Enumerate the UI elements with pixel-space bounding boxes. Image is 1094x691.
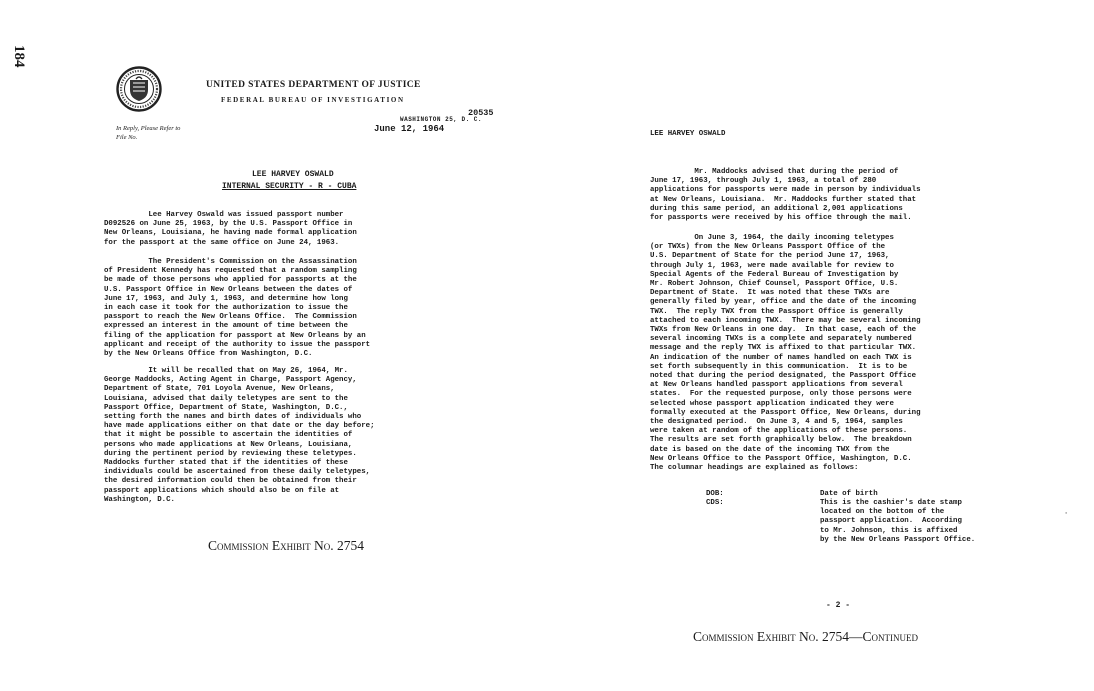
left-paragraph-1: Lee Harvey Oswald was issued passport number D092526 on June 25, 1963, by the U.S. Passport Office in New Orleans, Louisiana, he having made formal application for the passport at the same office on June 24, 1963. [104, 211, 357, 247]
right-caption [693, 629, 918, 645]
fbi-seal-icon [116, 66, 162, 112]
right-caption-text: Commission Exhibit No. 2754—Continued [693, 629, 918, 644]
definition-term-cds: CDS: [706, 499, 724, 507]
definition-desc-cds: This is the cashier's date stamp located on the bottom of the passport application. According to Mr. Johnson, this is affixed by the New Orleans Passport Office. [820, 499, 976, 544]
letter-date: June 12, 1964 [374, 124, 445, 134]
letterhead-department: UNITED STATES DEPARTMENT OF JUSTICE [206, 80, 421, 90]
page-number: 184 [11, 45, 27, 68]
right-paragraph-1: Mr. Maddocks advised that during the period of June 17, 1963, through July 1, 1963, a total of 280 applications for passports were made in person by individuals at New Orleans, Louisiana. Mr. Maddocks further stated that during this same period, an additional 2,001 applications for passports were received by his office through the mail. [650, 168, 921, 223]
document-title: LEE HARVEY OSWALD [252, 170, 334, 179]
reply-note: In Reply, Please Refer to File No. [116, 125, 181, 141]
left-paragraph-3: It will be recalled that on May 26, 1964, Mr. George Maddocks, Acting Agent in Charge, Passport Agency, Department of State, 701 Loyola Avenue, New Orleans, Louisiana, advised that daily teletypes are sent to the Passport Office, Department of State, Washington, D.C., setting forth the names and birth dates of individuals who have made applications either on that date or the day before; that it might be possible to ascertain the identities of persons who made applications at New Orleans, Louisiana, during the pertinent period by reviewing these teletypes. Maddocks further stated that if the identities of these individuals could be ascertained from these daily teletypes, the desired information could then be obtained from their passport applications which should also be on file at Washington, D.C. [104, 367, 375, 504]
right-page-header: LEE HARVEY OSWALD [650, 130, 726, 138]
document-subtitle: INTERNAL SECURITY - R - CUBA [222, 182, 357, 191]
definition-desc-dob: Date of birth [820, 490, 878, 498]
letterhead-bureau: FEDERAL BUREAU OF INVESTIGATION [221, 96, 405, 104]
left-caption-text: Commission Exhibit No. 2754 [208, 538, 365, 553]
margin-mark: · [1064, 510, 1069, 518]
location: WASHINGTON 25, D. C. [400, 116, 483, 123]
right-page-number: - 2 - [826, 601, 851, 610]
left-paragraph-2: The President's Commission on the Assassination of President Kennedy has requested that a random sampling be made of those persons who applied for passports at the U.S. Passport Office in New Orleans between the dates of June 17, 1963, and July 1, 1963, and determine how long in each case it took for the authorization to issue the passport to reach the New Orleans Office. The Commission expressed an interest in the amount of time between the filing of the application for passport at New Orleans by an applicant and receipt of the authority to issue the passport by the New Orleans Office from Washington, D.C. [104, 258, 371, 359]
left-caption [208, 538, 364, 554]
zip-code: 20535 [468, 108, 494, 118]
definition-term-dob: DOB: [706, 490, 724, 498]
right-paragraph-2: On June 3, 1964, the daily incoming teletypes (or TWXs) from the New Orleans Passport Office of the U.S. Department of State for the period June 17, 1963, through July 1, 1963, were made available for review to Special Agents of the Federal Bureau of Investigation by Mr. Robert Johnson, Chief Counsel, Passport Office, U.S. Department of State. It was noted that these TWXs are generally filed by year, office and the date of the incoming TWX. The reply TWX from the Passport Office is generally attached to each incoming TWX. There may be several incoming TWXs from New Orleans in one day. In that case, each of the several incoming TWXs is a complete and separately numbered message and the reply TWX is affixed to that particular TWX. An indication of the number of names handled on each TWX is set forth subsequently in this communication. It is to be noted that during the period designated, the Passport Office at New Orleans handled passport applications from several states. For the requested purpose, only those persons were selected whose passport application indicated they were formally executed at the Passport Office, New Orleans, during the designated period. On June 3, 4 and 5, 1964, samples were taken at random of the applications of these persons. The results are set forth graphically below. The breakdown date is based on the date of the incoming TWX from the New Orleans Office to the Passport Office, Washington, D.C. The columnar headings are explained as follows: [650, 234, 921, 473]
